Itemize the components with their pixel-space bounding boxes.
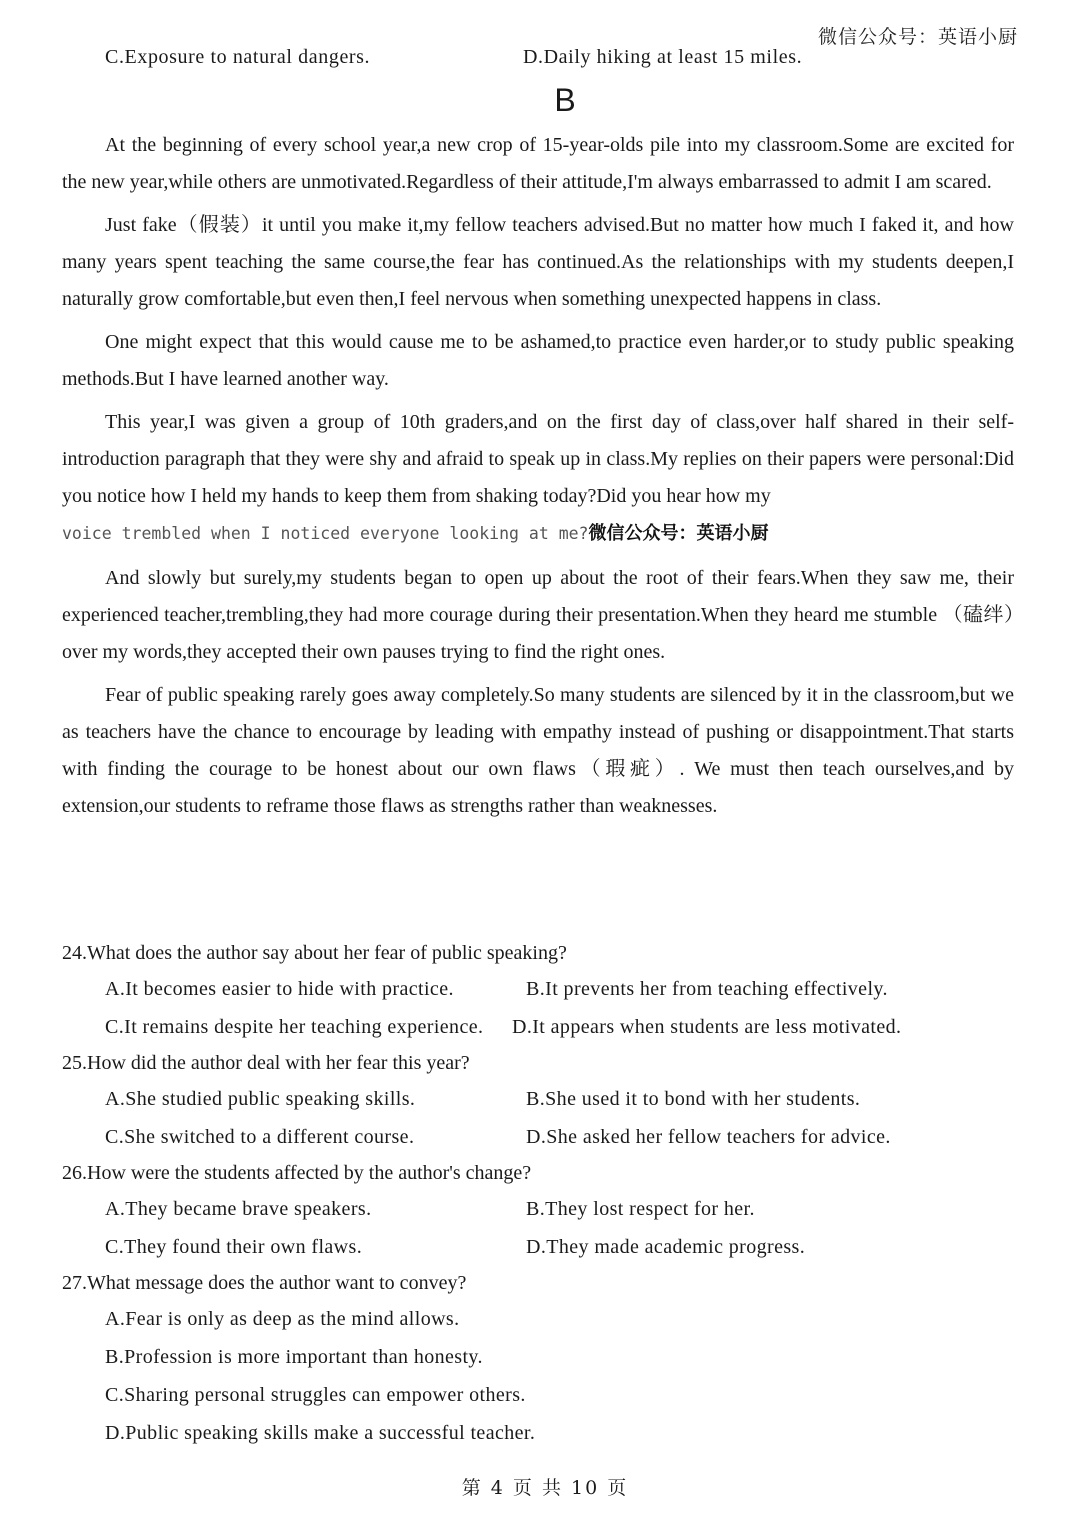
paragraph-2: Just fake（假装）it until you make it,my fellow teachers advised.But no matter how much I faked it, and how many years spent teaching the same course,the fear has continued.As the relationships with my students deepen,I naturally grow comfortable,but even then,I feel nervous when something unexpected happens in class. (62, 214, 1014, 310)
question-list (62, 936, 1014, 1452)
paragraph-4-tail: voice trembled when I noticed everyone looking at me? (62, 524, 589, 543)
option-c: C.It remains despite her teaching experience. (105, 1016, 484, 1038)
option-b: B.They lost respect for her. (526, 1198, 755, 1220)
option-d: D.Public speaking skills make a successful teacher. (105, 1422, 536, 1444)
option-a: A.She studied public speaking skills. (105, 1088, 416, 1110)
paragraph-4-tail-line (62, 515, 1014, 552)
option-c: C.They found their own flaws. (105, 1236, 363, 1258)
option-c: C.Sharing personal struggles can empower others. (105, 1384, 526, 1406)
paragraph-1: At the beginning of every school year,a new crop of 15-year-olds pile into my classroom.Some are excited for the new year,while others are unmotivated.Regardless of their attitude,I'm always embarrassed to admit I am scared. (62, 134, 1014, 193)
watermark-top: 微信公众号：英语小厨 (817, 26, 1018, 48)
question-stem: 24.What does the author say about her fear of public speaking? (62, 942, 567, 964)
paragraph-4 (62, 404, 1014, 515)
option-a: A.They became brave speakers. (105, 1198, 372, 1220)
question-stem: 26.How were the students affected by the author's change? (62, 1162, 532, 1184)
paragraph-4-text: This year,I was given a group of 10th graders,and on the first day of class,over half shared in their self-introduction paragraph that they were shy and afraid to speak up in class.My replies on their papers were personal:Did you notice how I held my hands to keep them from shaking today?Did you hear how my (62, 411, 1014, 507)
option-d: D.It appears when students are less motivated. (512, 1016, 902, 1038)
paragraph-3: One might expect that this would cause me to be ashamed,to practice even harder,or to study public speaking methods.But I have learned another way. (62, 331, 1014, 390)
option-a: A.It becomes easier to hide with practice. (105, 978, 454, 1000)
question-26 (62, 1156, 1014, 1266)
option-d-prev: D.Daily hiking at least 15 miles. (523, 46, 803, 68)
paragraph-5: And slowly but surely,my students began to open up about the root of their fears.When they saw me, their experienced teacher,trembling,they had more courage during their presentation.When they heard me stumble （磕绊）over my words,they accepted their own pauses trying to find the right ones. (62, 567, 1014, 663)
option-a: A.Fear is only as deep as the mind allows. (105, 1308, 460, 1330)
question-27 (62, 1266, 1014, 1452)
question-25 (62, 1046, 1014, 1156)
section-heading: B (554, 82, 576, 118)
option-b: B.It prevents her from teaching effectively. (526, 978, 888, 1000)
option-c: C.She switched to a different course. (105, 1126, 415, 1148)
question-stem: 27.What message does the author want to convey? (62, 1272, 467, 1294)
question-stem: 25.How did the author deal with her fear this year? (62, 1052, 470, 1074)
reading-passage (62, 127, 1014, 831)
watermark-inline: 微信公众号：英语小厨 (588, 523, 769, 544)
option-d: D.They made academic progress. (526, 1236, 806, 1258)
option-d: D.She asked her fellow teachers for advice. (526, 1126, 891, 1148)
option-b: B.She used it to bond with her students. (526, 1088, 861, 1110)
option-b: B.Profession is more important than honesty. (105, 1346, 483, 1368)
option-c-prev: C.Exposure to natural dangers. (105, 46, 371, 68)
paragraph-6: Fear of public speaking rarely goes away completely.So many students are silenced by it in the classroom,but we as teachers have the chance to encourage by leading with empathy instead of pushing or disappointment.That starts with finding the courage to be honest about our own flaws（瑕疵）. We must then teach ourselves,and by extension,our students to reframe those flaws as strengths rather than weaknesses. (62, 684, 1014, 817)
page-footer: 第 4 页 共 10 页 (461, 1477, 629, 1499)
question-24 (62, 936, 1014, 1046)
